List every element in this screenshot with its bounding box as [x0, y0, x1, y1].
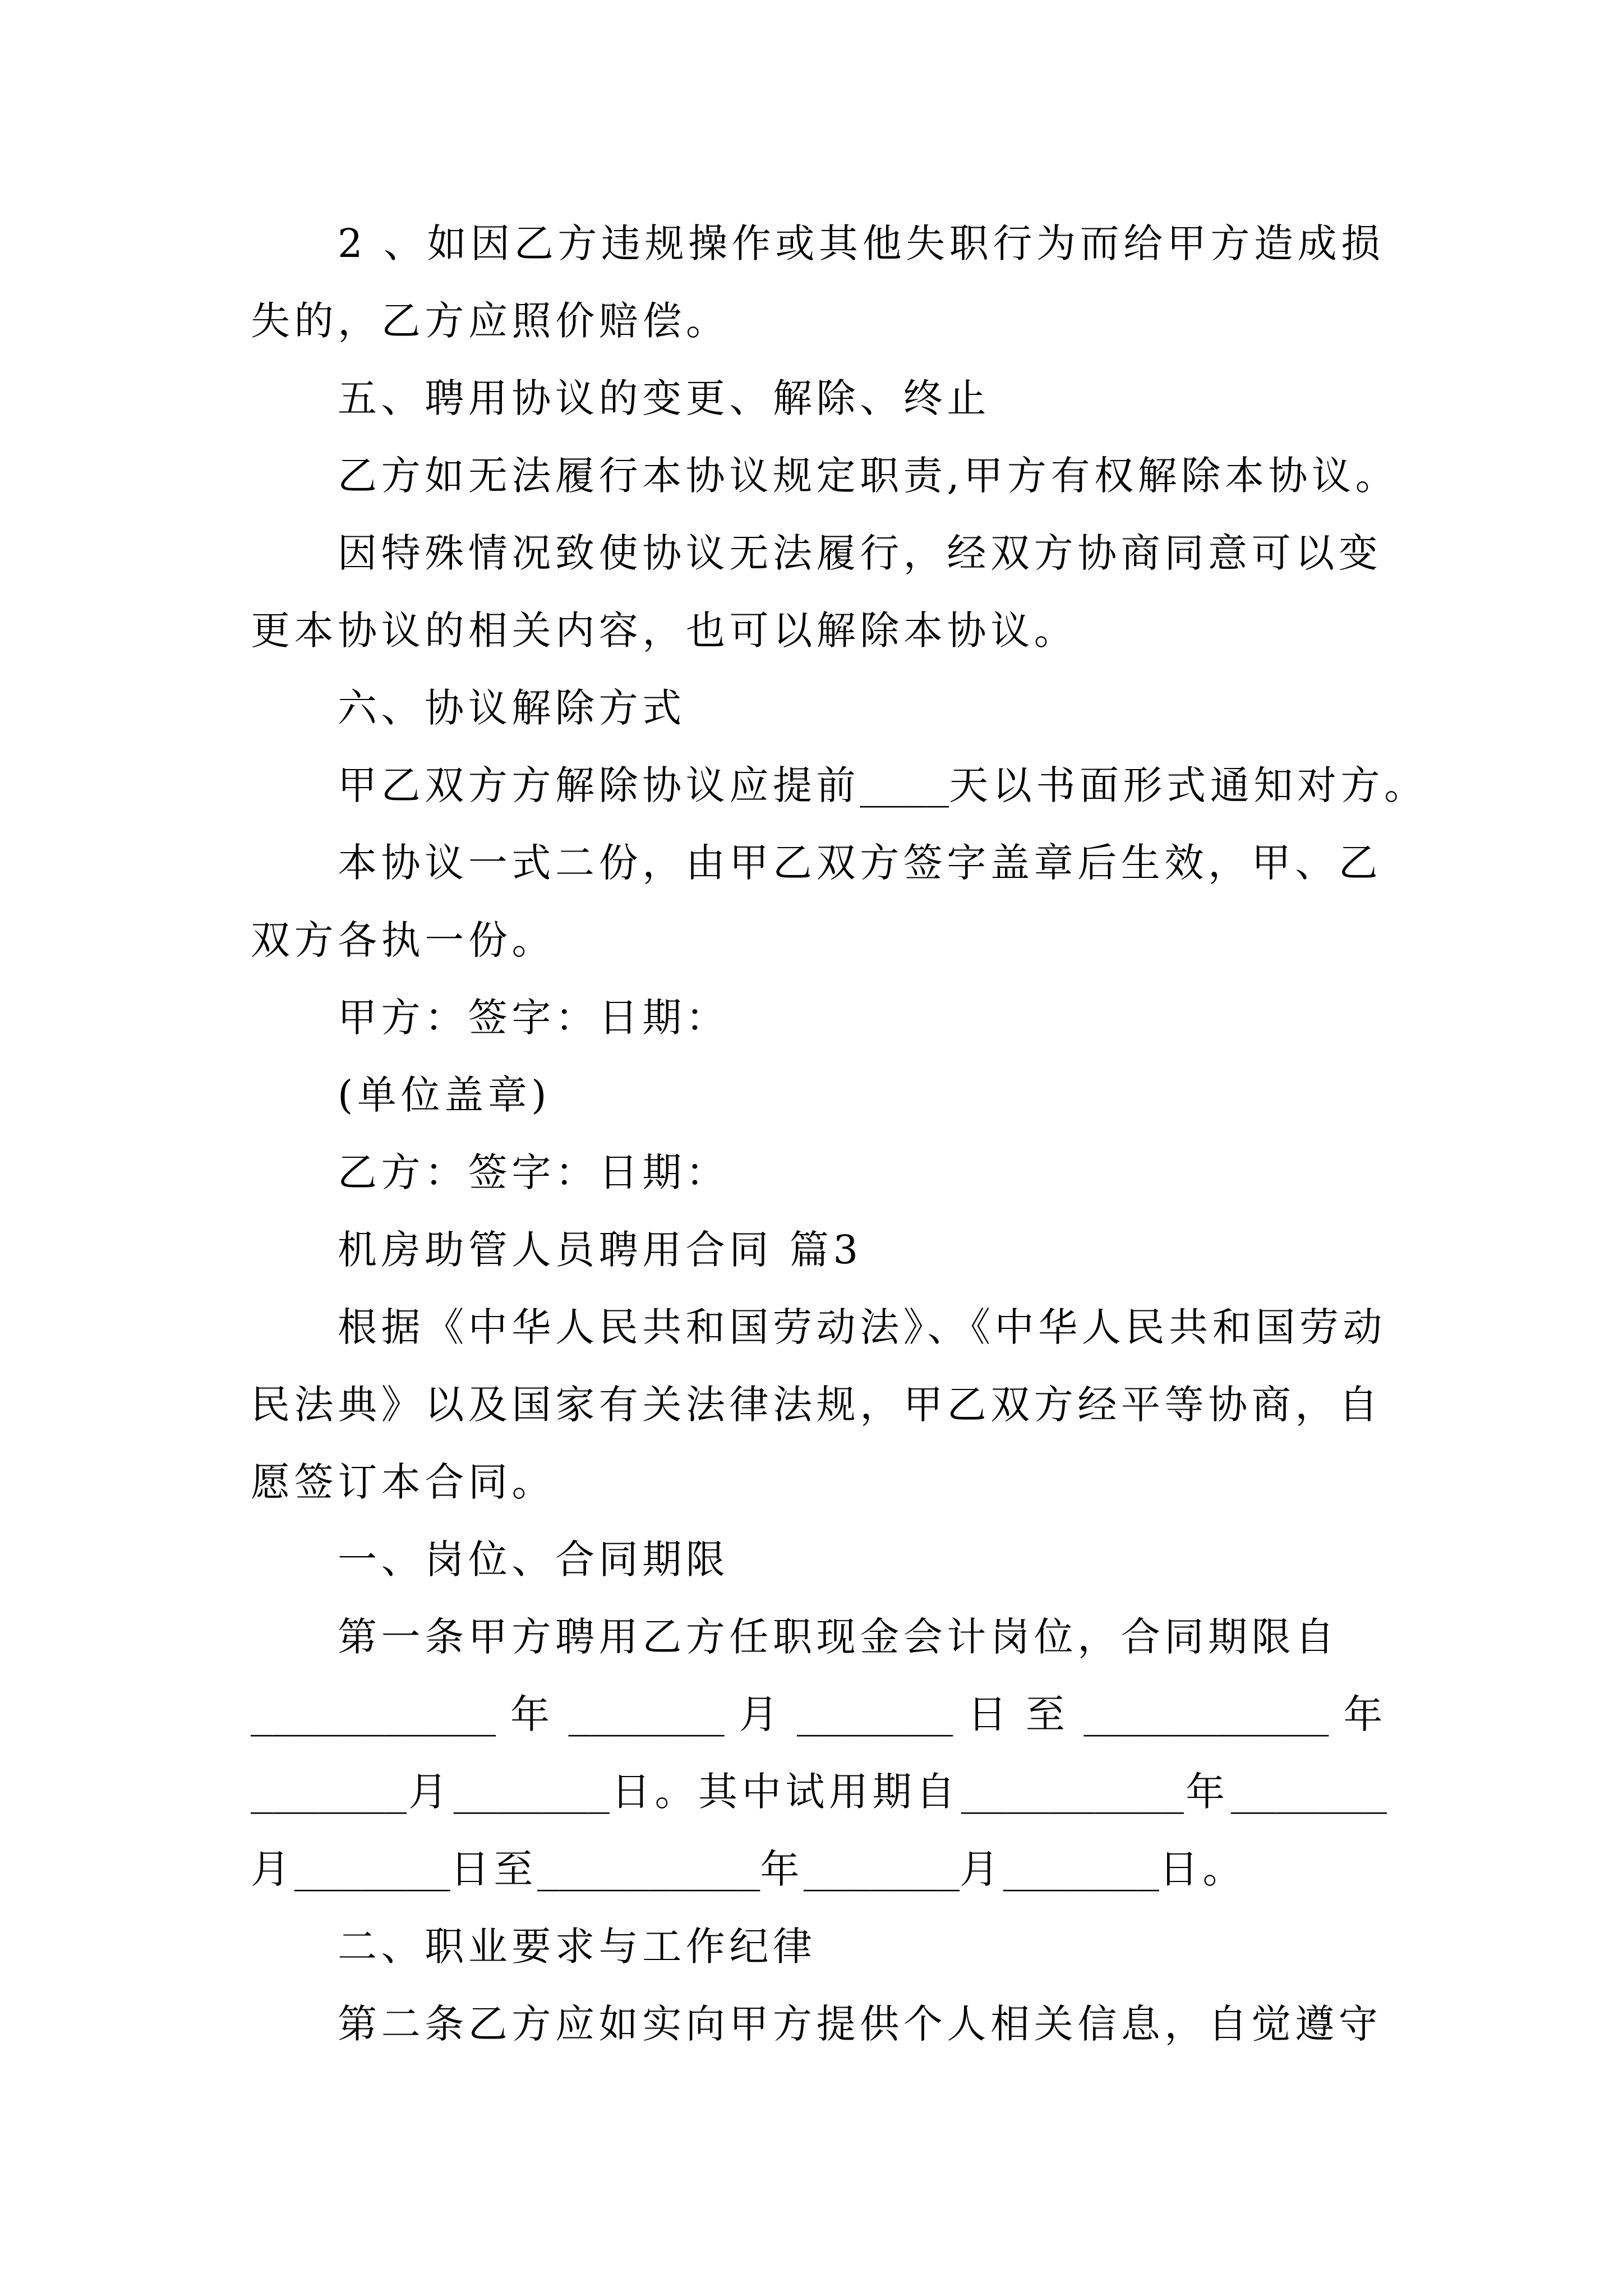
- paragraph-line: [251, 437, 1399, 514]
- line-text: 天以书面形式通知对方。: [949, 762, 1428, 808]
- date-unit: 月: [960, 1846, 1003, 1892]
- seal-text: (单位盖章): [338, 1072, 551, 1118]
- fill-in-blank: ___________: [1083, 1694, 1329, 1737]
- date-unit: 月: [739, 1691, 783, 1737]
- date-line: [251, 1830, 1387, 1908]
- line-text: 本协议一式二份，由甲乙双方签字盖章后生效，甲、乙: [338, 840, 1382, 886]
- line-text: 因特殊情况致使协议无法履行，经双方协商同意可以变: [338, 530, 1382, 576]
- heading-text: 六、协议解除方式: [338, 685, 686, 731]
- paragraph-line: [251, 1289, 1387, 1366]
- heading-text: 二、职业要求与工作纪律: [338, 1924, 817, 1970]
- line-text: 更本协议的相关内容，也可以解除本协议。: [251, 608, 1078, 654]
- fill-in-blank: _______: [803, 1848, 960, 1892]
- fill-in-blank: ___________: [251, 1694, 496, 1737]
- paragraph-line: [251, 1443, 1387, 1521]
- paragraph-line: [251, 282, 1387, 360]
- line-text: 日。其中试用期自: [611, 1769, 960, 1815]
- line-text: 第二条乙方应如实向甲方提供个人相关信息，自觉遵守: [338, 2001, 1382, 2047]
- signature-line-party-a: [251, 979, 1387, 1056]
- clause-heading: [251, 669, 1387, 747]
- signature-line-party-b: [251, 1134, 1387, 1211]
- paragraph-line: [251, 1366, 1387, 1443]
- fill-in-blank: _______: [1003, 1848, 1159, 1892]
- document-body: [251, 205, 1428, 2063]
- paragraph-line: [251, 901, 1387, 979]
- date-line: [251, 1676, 1387, 1753]
- line-text: 愿签订本合同。: [251, 1459, 556, 1505]
- line-text: 根据《中华人民共和国劳动法》、《中华人民共和国劳动: [338, 1304, 1386, 1350]
- date-line: [251, 1753, 1387, 1830]
- signature-text: 甲方：签字：日期：: [338, 995, 730, 1041]
- seal-note: [251, 1056, 1387, 1134]
- heading-text: 五、聘用协议的变更、解除、终止: [338, 375, 990, 421]
- date-unit: 月: [251, 1846, 294, 1892]
- fill-in-blank: __________: [961, 1771, 1184, 1814]
- line-text: 第一条甲方聘用乙方任职现金会计岗位，合同期限自: [338, 1614, 1339, 1660]
- line-text: 失的，乙方应照价赔偿。: [251, 298, 730, 344]
- paragraph-line: [251, 824, 1387, 901]
- line-text: 2 、如因乙方违规操作或其他失职行为而给甲方造成损: [338, 220, 1385, 266]
- fill-in-blank: _______: [294, 1848, 450, 1892]
- paragraph-line: [251, 1598, 1387, 1676]
- date-unit: 年: [760, 1846, 804, 1892]
- fill-in-blank: _______: [797, 1694, 953, 1737]
- date-unit: 日。: [1159, 1846, 1247, 1892]
- date-unit: 年: [510, 1691, 554, 1737]
- contract-title: [251, 1211, 1387, 1289]
- signature-text: 乙方：签字：日期：: [338, 1149, 730, 1195]
- date-unit: 日: [967, 1691, 1011, 1737]
- date-unit: 月: [408, 1769, 452, 1815]
- heading-text: 一、岗位、合同期限: [338, 1536, 730, 1582]
- paragraph-line: [251, 747, 1428, 824]
- fill-in-blank: _______: [453, 1771, 610, 1814]
- line-text: 乙方如无法履行本协议规定职责,甲方有权解除本协议。: [338, 453, 1399, 499]
- title-text: 机房助管人员聘用合同 篇3: [338, 1227, 863, 1273]
- fill-in-blank: __________: [537, 1848, 760, 1892]
- line-text: 民法典》以及国家有关法律法规，甲乙双方经平等协商，自: [251, 1382, 1382, 1428]
- clause-heading: [251, 1521, 1387, 1598]
- clause-heading: [251, 1908, 1387, 1985]
- fill-in-blank: ____: [860, 765, 949, 808]
- clause-heading: [251, 360, 1387, 437]
- date-unit: 年: [1186, 1769, 1229, 1815]
- fill-in-blank: _______: [251, 1771, 407, 1814]
- date-unit: 至: [1025, 1691, 1069, 1737]
- fill-in-blank: _______: [568, 1694, 725, 1737]
- paragraph-line: [251, 514, 1387, 592]
- paragraph-line: [251, 592, 1387, 669]
- date-unit: 年: [1343, 1691, 1387, 1737]
- fill-in-blank: _______: [1230, 1771, 1387, 1814]
- paragraph-line: [251, 1985, 1387, 2063]
- line-text: 双方各执一份。: [251, 917, 556, 963]
- date-unit: 日至: [450, 1846, 537, 1892]
- paragraph-line: [251, 205, 1387, 282]
- line-text: 甲乙双方方解除协议应提前: [338, 762, 860, 808]
